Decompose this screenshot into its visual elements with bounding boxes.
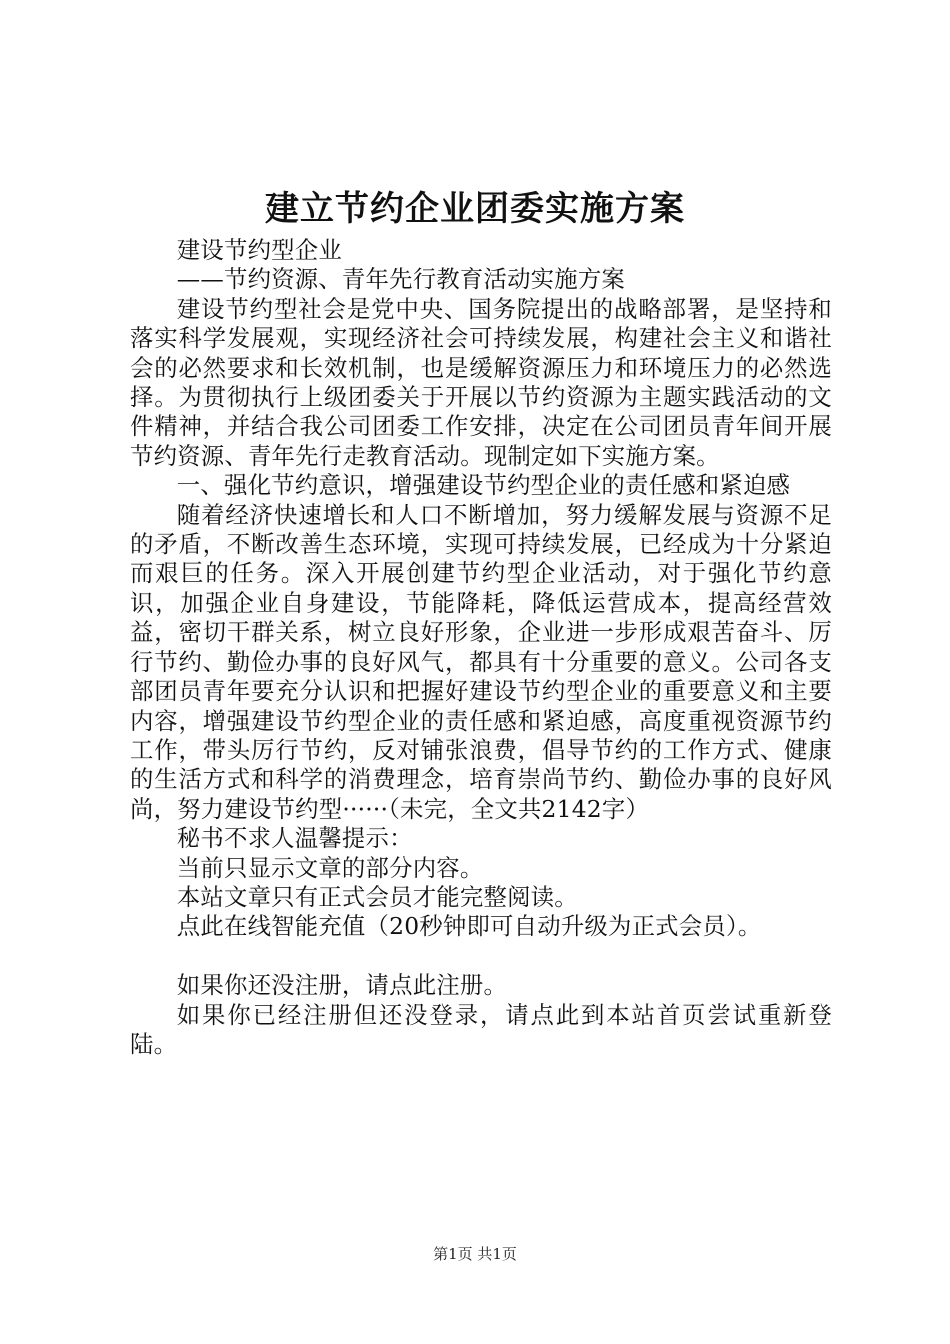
page-footer [0,1244,950,1264]
document-title: 建立节约企业团委实施方案 [265,189,685,229]
section-heading-1: 一、强化节约意识，增强建设节约型企业的责任感和紧迫感 [176,471,791,500]
page-number-total: 共1页 [477,1245,517,1263]
blank-line [130,942,832,971]
section-paragraph-1: 随着经济快速增长和人口不断增加，努力缓解发展与资源不足的矛盾，不断改善生态环境，实现可持续发展，已经成为十分紧迫而艰巨的任务。深入开展创建节约型企业活动，对于强化节约意识，加强企业自身建设，节能降耗，降低运营成本，提高经营效益，密切干群关系，树立良好形象，企业进一步形成艰苦奋斗、厉行节约、勤俭办事的良好风气，都具有十分重要的意义。公司各支部团员青年要充分认识和把握好建设节约型企业的重要意义和主要内容，增强建设节约型企业的责任感和紧迫感，高度重视资源节约工作，带头厉行节约，反对铺张浪费，倡导节约的工作方式、健康的生活方式和科学的消费理念，培育崇尚节约、勤俭办事的良好风尚，努力建设节约型······（未完，全文共2142字） [130,500,832,823]
page-number-current: 第1页 [433,1245,473,1263]
notice-members-only: 本站文章只有正式会员才能完整阅读。 [176,882,578,911]
recharge-link[interactable]: 点此在线智能充值（20秒钟即可自动升级为正式会员）。 [176,912,762,941]
subtitle-line-1: 建设节约型企业 [176,236,342,264]
register-link[interactable]: 如果你还没注册，请点此注册。 [176,971,508,1000]
intro-paragraph: 建设节约型社会是党中央、国务院提出的战略部署，是坚持和落实科学发展观，实现经济社会可持续发展，构建社会主义和谐社会的必然要求和长效机制，也是缓解资源压力和环境压力的必然选择。为贯彻执行上级团委关于开展以节约资源为主题实践活动的文件精神，并结合我公司团委工作安排，决定在公司团员青年间开展节约资源、青年先行走教育活动。现制定如下实施方案。 [130,294,832,470]
subtitle-line-2: ——节约资源、青年先行教育活动实施方案 [176,265,626,294]
document-body [130,236,832,1059]
notice-heading: 秘书不求人温馨提示： [176,824,413,853]
notice-partial-content: 当前只显示文章的部分内容。 [176,853,484,882]
login-link[interactable]: 如果你已经注册但还没登录，请点此到本站首页尝试重新登陆。 [130,1000,832,1058]
